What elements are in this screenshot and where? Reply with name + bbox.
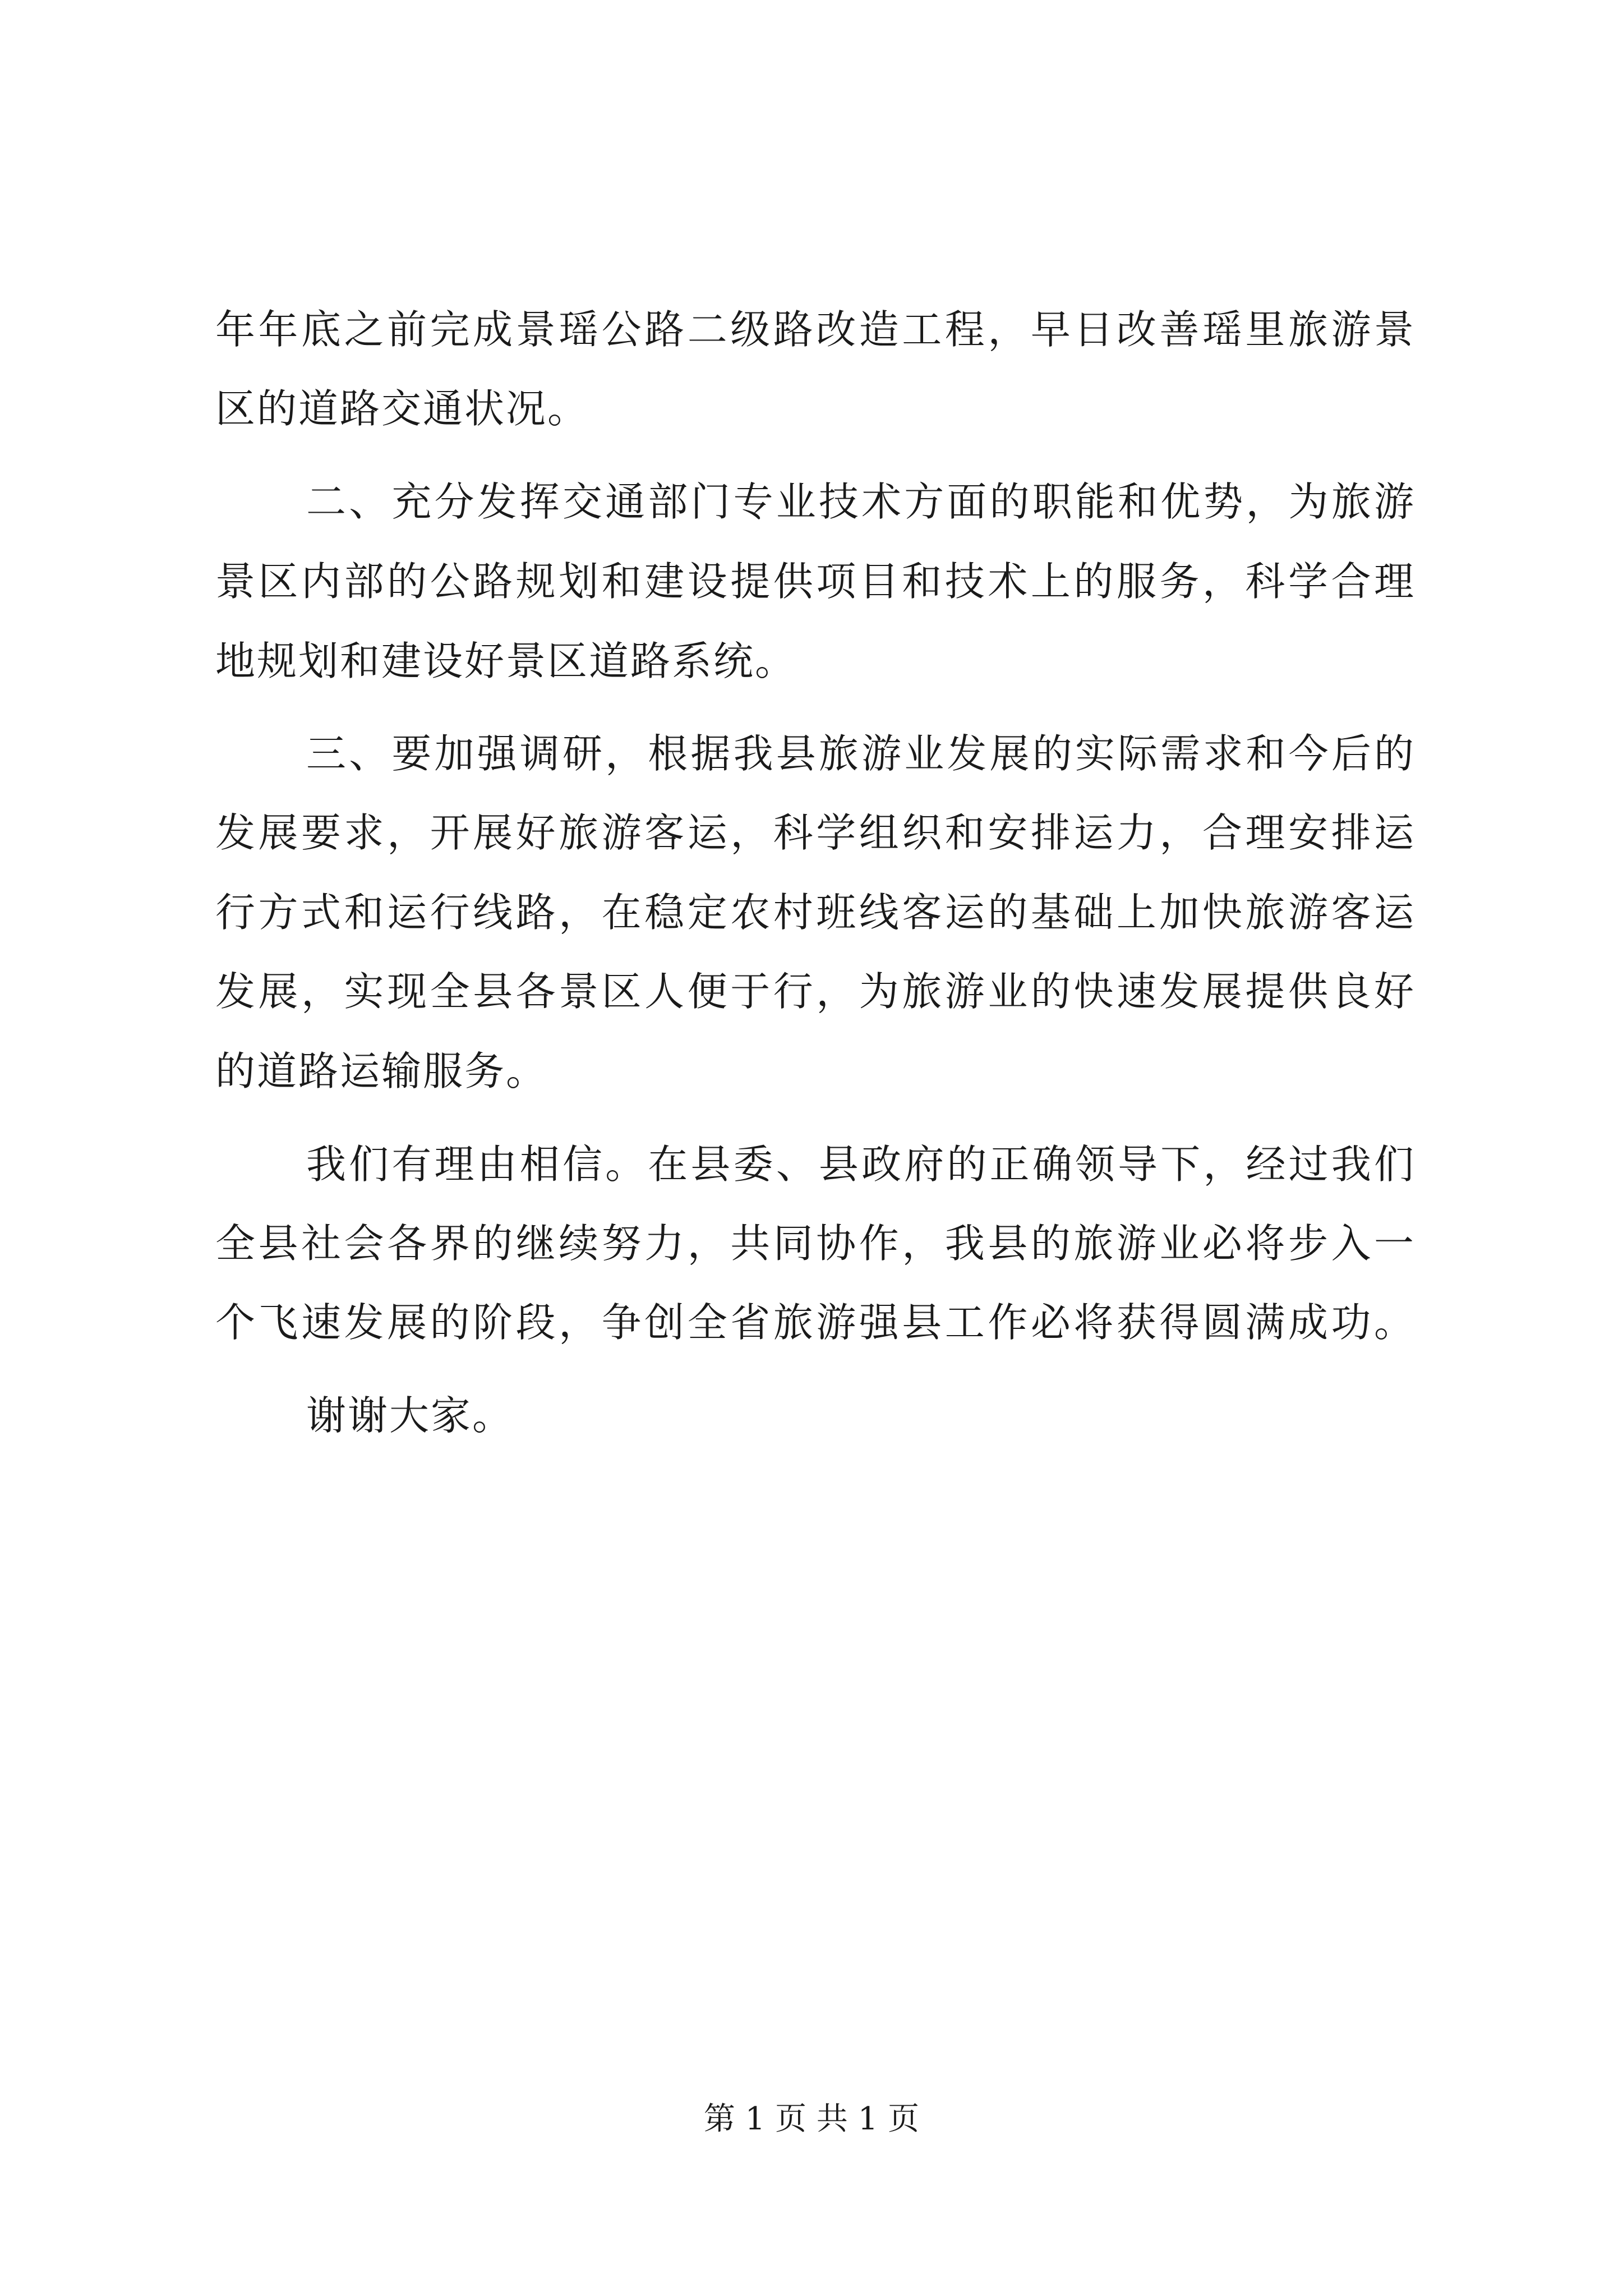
paragraph-line: 全县社会各界的继续努力，共同协作，我县的旅游业必将步入一 [215, 1220, 1415, 1267]
page-number-footer: 第 1 页 共 1 页 [703, 2101, 920, 2137]
paragraph-line: 发展，实现全县各景区人便于行，为旅游业的快速发展提供良好 [215, 968, 1415, 1015]
paragraph-line: 我们有理由相信。在县委、县政府的正确领导下，经过我们 [306, 1141, 1415, 1188]
paragraph-line: 二、充分发挥交通部门专业技术方面的职能和优势，为旅游 [306, 478, 1415, 525]
paragraph-line: 景区内部的公路规划和建设提供项目和技术上的服务，科学合理 [215, 558, 1415, 605]
paragraph-line: 谢谢大家。 [306, 1392, 514, 1439]
paragraph-line: 发展要求，开展好旅游客运，科学组织和安排运力，合理安排运 [215, 809, 1415, 856]
paragraph-line: 年年底之前完成景瑶公路二级路改造工程，早日改善瑶里旅游景 [215, 306, 1415, 353]
paragraph-line: 区的道路交通状况。 [215, 385, 589, 432]
paragraph-line: 三、要加强调研，根据我县旅游业发展的实际需求和今后的 [306, 730, 1415, 777]
paragraph-line: 行方式和运行线路，在稳定农村班线客运的基础上加快旅游客运 [215, 889, 1415, 936]
paragraph-line: 地规划和建设好景区道路系统。 [215, 638, 797, 684]
paragraph-line: 个飞速发展的阶段，争创全省旅游强县工作必将获得圆满成功。 [215, 1299, 1415, 1346]
paragraph-line: 的道路运输服务。 [215, 1048, 548, 1094]
